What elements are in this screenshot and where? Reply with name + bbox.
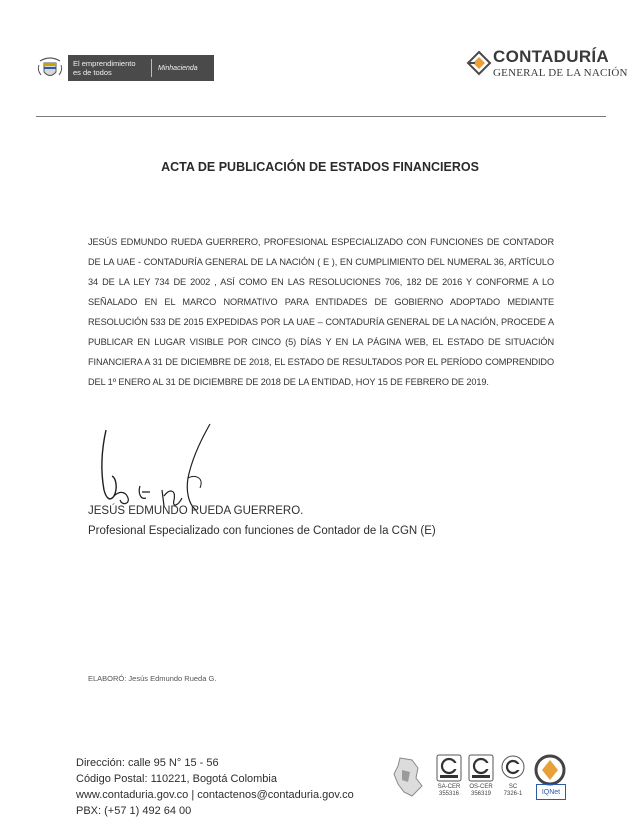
footer-phone: PBX: (+57 1) 492 64 00	[76, 805, 192, 817]
signer-name: JESÚS EDMUNDO RUEDA GUERRERO.	[88, 505, 304, 517]
government-motto: El emprendimiento es de todos	[73, 59, 136, 77]
cert-code-3: SC 7326-1	[503, 784, 523, 797]
government-banner	[68, 55, 214, 81]
signer-role: Profesional Especializado con funciones de Contador de la CGN (E)	[88, 525, 436, 537]
footer-web-email: www.contaduria.gov.co | contactenos@contaduria.gov.co	[76, 789, 354, 801]
certification-seal-icon	[468, 754, 494, 782]
cgn-logo-icon	[466, 50, 492, 76]
cert-code-2: OS-CER 356319	[469, 784, 493, 797]
colombia-map-icon	[390, 756, 426, 798]
certification-seal-icon	[500, 754, 526, 782]
certification-seal-icon	[436, 754, 462, 782]
document-title: ACTA DE PUBLICACIÓN DE ESTADOS FINANCIEROS	[161, 160, 479, 174]
banner-divider	[151, 59, 152, 77]
handwritten-signature	[92, 418, 222, 518]
iqnet-badge: IQNet	[536, 784, 566, 800]
footer-postal-code: Código Postal: 110221, Bogotá Colombia	[76, 773, 277, 785]
footer-address: Dirección: calle 95 N° 15 - 56	[76, 757, 219, 769]
prepared-by-note: ELABORÓ: Jesús Edmundo Rueda G.	[88, 674, 217, 683]
colombia-coat-of-arms-icon	[36, 55, 64, 81]
cgn-logo-name: CONTADURÍA	[493, 47, 610, 66]
header-divider	[36, 116, 606, 117]
cert-code-1: SA-CER 355316	[437, 784, 461, 797]
document-body: JESÚS EDMUNDO RUEDA GUERRERO, PROFESIONAL ESPECIALIZADO CON FUNCIONES DE CONTADOR DE LA UAE - CONTADURÍA GENERAL DE LA NACIÓN ( E ), EN CUMPLIMIENTO DEL NUMERAL 36, ARTÍCULO 34 DE LA LEY 734 DE 2002 , ASÍ COMO EN LAS RESOLUCIONES 706, 182 DE 2016 Y CONFORME A LO SEÑALADO EN EL MARCO NORMATIVO PARA ENTIDADES DE GOBIERNO ADOPTADO MEDIANTE RESOLUCIÓN 533 DE 2015 EXPEDIDAS POR LA UAE – CONTADURÍA GENERAL DE LA NACIÓN, PROCEDE A PUBLICAR EN LUGAR VISIBLE POR CINCO (5) DÍAS Y EN LA PÁGINA WEB, EL ESTADO DE SITUACIÓN FINANCIERA A 31 DE DICIEMBRE DE 2018, EL ESTADO DE RESULTADOS POR EL PERÍODO COMPRENDIDO DEL 1º ENERO AL 31 DE DICIEMBRE DE 2018 DE LA ENTIDAD, HOY 15 DE FEBRERO DE 2019.	[88, 237, 554, 387]
ministry-name: Minhacienda	[158, 64, 198, 72]
cgn-logo-subtitle: GENERAL DE LA NACIÓN	[493, 67, 628, 79]
certification-logos	[390, 752, 590, 822]
footer-contact	[76, 755, 354, 819]
